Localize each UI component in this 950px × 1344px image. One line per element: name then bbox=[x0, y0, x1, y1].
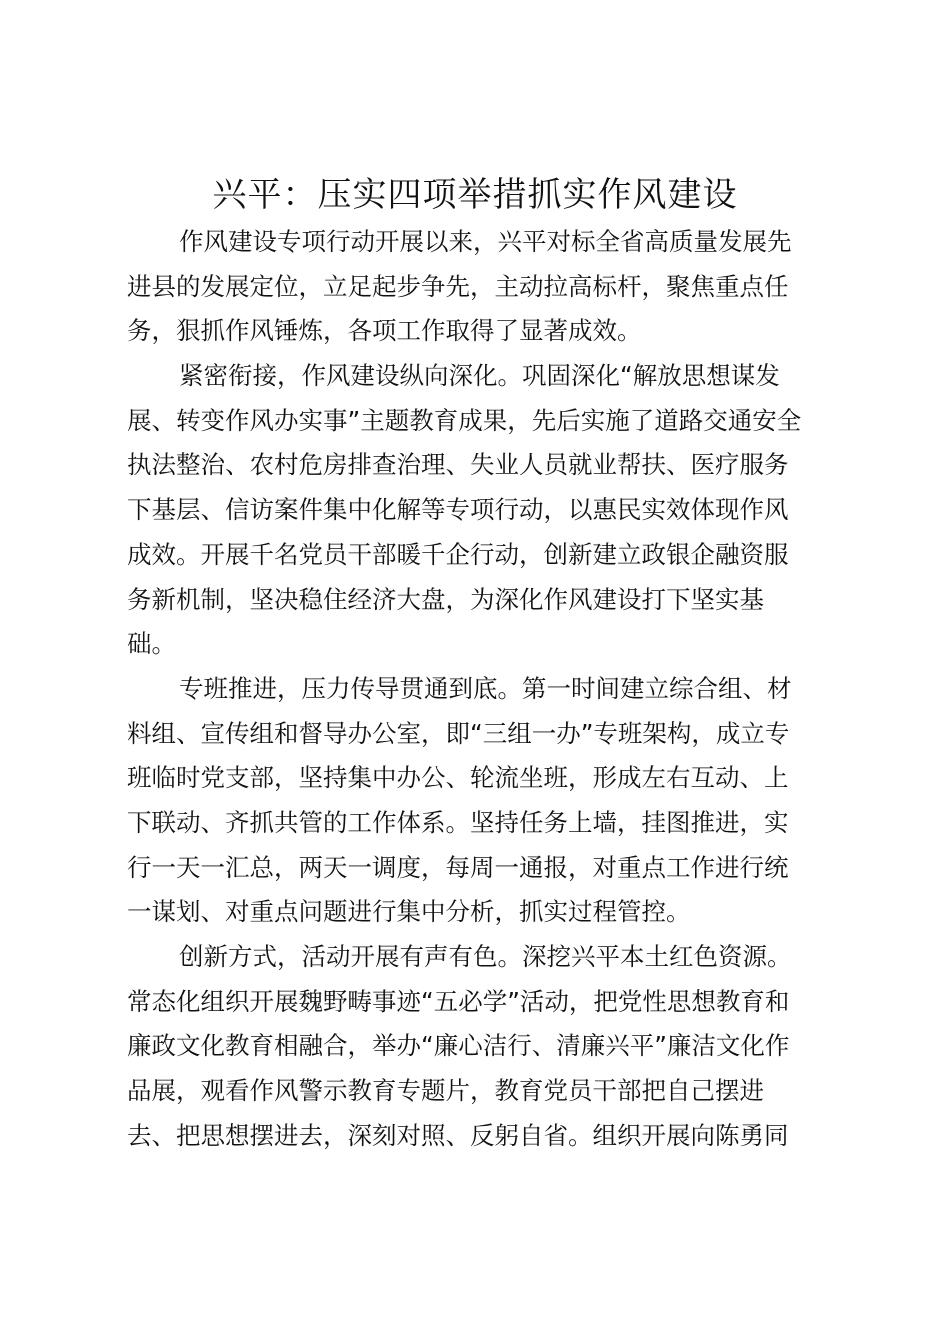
paragraph-line: 成效。开展千名党员干部暖千企行动，创新建立政银企融资服 bbox=[127, 539, 789, 569]
paragraph-line: 廉政文化教育相融合，举办“廉心洁行、清廉兴平”廉洁文化作 bbox=[127, 1031, 790, 1061]
paragraph-line: 展、转变作风办实事”主题教育成果，先后实施了道路交通安全 bbox=[127, 405, 802, 435]
paragraph-line: 一谋划、对重点问题进行集中分析，抓实过程管控。 bbox=[127, 897, 691, 927]
document-body bbox=[127, 220, 831, 1158]
paragraph-line: 础。 bbox=[127, 629, 176, 659]
paragraph-line: 料组、宣传组和督导办公室，即“三组一办”专班架构，成立专 bbox=[127, 718, 790, 748]
paragraph-line: 下联动、齐抓共管的工作体系。坚持任务上墙，挂图推进，实 bbox=[127, 807, 789, 837]
paragraph-line: 进县的发展定位，立足起步争先，主动拉高标杆，聚焦重点任 bbox=[127, 271, 789, 301]
paragraph-line: 行一天一汇总，两天一调度，每周一通报，对重点工作进行统 bbox=[127, 852, 789, 882]
paragraph-line: 作风建设专项行动开展以来，兴平对标全省高质量发展先 bbox=[179, 227, 792, 256]
paragraph-line: 去、把思想摆进去，深刻对照、反躬自省。组织开展向陈勇同 bbox=[127, 1120, 789, 1150]
document-title: 兴平：压实四项举措抓实作风建设 bbox=[212, 175, 738, 215]
paragraph-line: 务新机制，坚决稳住经济大盘，为深化作风建设打下坚实基 bbox=[127, 584, 764, 614]
paragraph-2 bbox=[127, 354, 831, 667]
paragraph-line: 创新方式，活动开展有声有色。深挖兴平本土红色资源。 bbox=[179, 942, 792, 971]
paragraph-line: 下基层、信访案件集中化解等专项行动，以惠民实效体现作风 bbox=[127, 495, 789, 525]
paragraph-line: 紧密衔接，作风建设纵向深化。巩固深化“解放思想谋发 bbox=[179, 361, 780, 391]
paragraph-4 bbox=[127, 935, 831, 1158]
paragraph-line: 品展，观看作风警示教育专题片，教育党员干部把自己摆进 bbox=[127, 1076, 764, 1106]
paragraph-line: 常态化组织开展魏野畴事迹“五必学”活动，把党性思想教育和 bbox=[127, 986, 790, 1016]
paragraph-line: 专班推进，压力传导贯通到底。第一时间建立综合组、材 bbox=[179, 673, 792, 703]
paragraph-1 bbox=[127, 220, 831, 354]
paragraph-line: 务，狠抓作风锤炼，各项工作取得了显著成效。 bbox=[127, 316, 642, 346]
paragraph-3 bbox=[127, 667, 831, 935]
paragraph-line: 班临时党支部，坚持集中办公、轮流坐班，形成左右互动、上 bbox=[127, 763, 789, 793]
paragraph-line: 执法整治、农村危房排查治理、失业人员就业帮扶、医疗服务 bbox=[127, 450, 789, 480]
